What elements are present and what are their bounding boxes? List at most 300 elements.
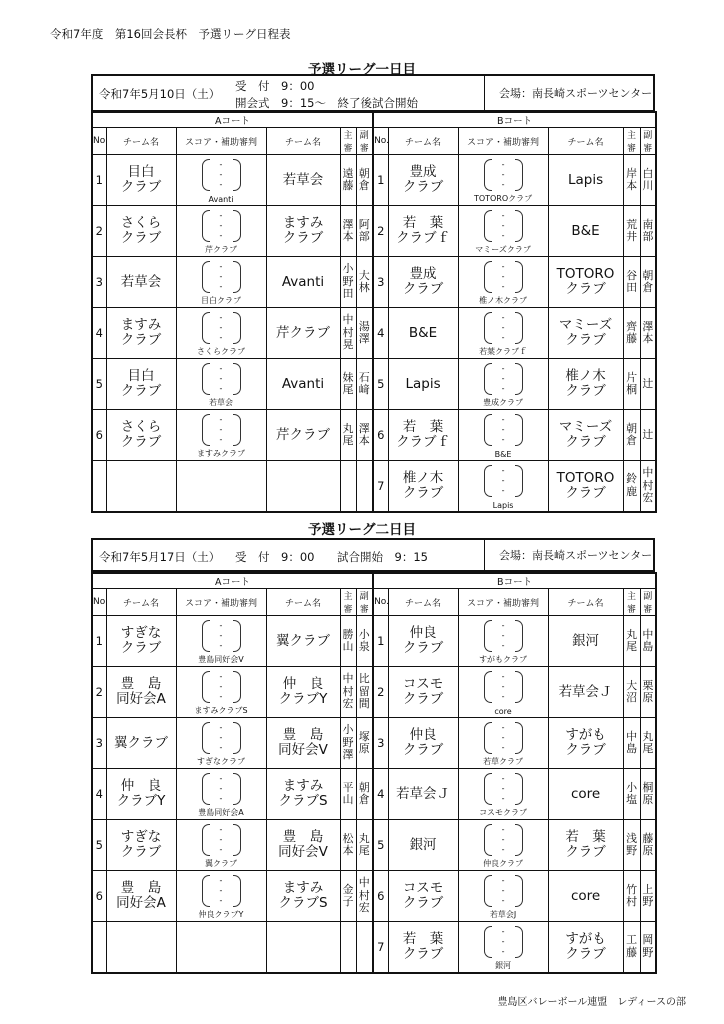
score-dashes	[459, 927, 548, 957]
auxiliary-referee-team: 銀河	[495, 960, 512, 970]
score-dashes	[459, 774, 548, 804]
match-row	[92, 308, 656, 359]
col-sub-header: 副審	[356, 589, 373, 616]
score-dash: -	[219, 221, 223, 230]
auxiliary-referee-team: 椎ノ木クラブ	[479, 296, 528, 305]
score-dash: -	[219, 262, 223, 271]
day1-venue: 会場：南長崎スポーツセンター	[484, 76, 652, 110]
day1-title: 予選リーグ一日目	[308, 62, 416, 78]
team-1-name: 豊成 クラブ	[388, 155, 458, 206]
day2-schedule-table	[91, 572, 657, 974]
auxiliary-referee-team: マミーズクラブ	[475, 245, 531, 254]
score-dash: -	[501, 743, 505, 752]
team-2-name: 仲 良 クラブY	[266, 667, 340, 718]
score-referee-cell	[458, 667, 548, 718]
score-dash: -	[501, 476, 505, 485]
col-team-header: チーム名	[548, 589, 623, 616]
score-dash: -	[219, 323, 223, 332]
score-dashes	[459, 876, 548, 906]
col-chief-header: 主審	[340, 589, 356, 616]
chief-referee: 金 子	[340, 871, 356, 922]
match-number: 6	[92, 410, 106, 461]
score-dash: -	[501, 384, 505, 393]
match-number: 4	[92, 769, 106, 820]
score-dash: -	[501, 333, 505, 342]
sub-referee: 丸 尾	[640, 718, 656, 769]
score-dash: -	[501, 825, 505, 834]
score-dash: -	[501, 282, 505, 291]
day1-date: 令和7年5月10日（土）	[99, 87, 221, 101]
auxiliary-referee-team: さくらクラブ	[197, 347, 245, 356]
score-dash: -	[501, 415, 505, 424]
sub-referee: 小 泉	[356, 616, 373, 667]
team-1-name: Lapis	[388, 359, 458, 410]
chief-referee: 松 本	[340, 820, 356, 871]
score-dash: -	[219, 231, 223, 240]
score-dash: -	[501, 794, 505, 803]
sub-referee: 朝 倉	[356, 155, 373, 206]
day1-reception: 受 付 9：00	[235, 79, 315, 93]
col-chief-header: 主審	[623, 589, 640, 616]
court-header-row	[92, 573, 656, 589]
team-2-name: TOTORO クラブ	[548, 461, 623, 512]
score-referee-cell	[458, 155, 548, 206]
chief-referee: 中 村 晃	[340, 308, 356, 359]
court-a-label: Aコート	[92, 573, 373, 589]
score-dash: -	[501, 466, 505, 475]
chief-referee: 妹 尾	[340, 359, 356, 410]
day2-info-box	[91, 538, 655, 572]
score-dashes	[459, 262, 548, 292]
sub-referee: 辻	[640, 359, 656, 410]
team-2-name: 芹クラブ	[266, 410, 340, 461]
chief-referee: 丸 尾	[340, 410, 356, 461]
match-row	[92, 820, 656, 871]
match-number: 3	[92, 257, 106, 308]
sub-referee: 丸 尾	[356, 820, 373, 871]
match-number: 7	[373, 922, 388, 973]
chief-referee: 片 桐	[623, 359, 640, 410]
team-2-name: Avanti	[266, 359, 340, 410]
score-dash: -	[501, 364, 505, 373]
match-row	[92, 769, 656, 820]
match-number: 3	[373, 718, 388, 769]
team-1-name: 目白 クラブ	[106, 155, 176, 206]
match-number: 3	[373, 257, 388, 308]
auxiliary-referee-team: 芹クラブ	[205, 245, 237, 254]
auxiliary-referee-team: 若葉クラブｆ	[479, 347, 528, 356]
team-2-name: core	[548, 871, 623, 922]
match-row	[92, 359, 656, 410]
score-dashes	[177, 672, 266, 702]
team-1-name: さくら クラブ	[106, 206, 176, 257]
score-dash: -	[501, 221, 505, 230]
team-1-name: 椎ノ木 クラブ	[388, 461, 458, 512]
score-dashes	[459, 364, 548, 394]
score-dashes	[459, 160, 548, 190]
score-dashes	[177, 774, 266, 804]
col-sub-header: 副審	[356, 128, 373, 155]
score-dash: -	[219, 692, 223, 701]
sub-referee: 中 島	[640, 616, 656, 667]
col-team-header: チーム名	[388, 128, 458, 155]
team-1-name: 目白 クラブ	[106, 359, 176, 410]
score-dash: -	[219, 313, 223, 322]
score-dash: -	[219, 621, 223, 630]
team-1-name	[106, 461, 176, 512]
auxiliary-referee-team: 豊島同好会V	[198, 655, 244, 664]
chief-referee: 朝 倉	[623, 410, 640, 461]
team-1-name	[106, 922, 176, 973]
sub-referee: 桐 原	[640, 769, 656, 820]
col-team-header: チーム名	[106, 128, 176, 155]
score-dashes	[459, 723, 548, 753]
score-dash: -	[219, 743, 223, 752]
sub-referee: 塚 原	[356, 718, 373, 769]
score-dash: -	[219, 333, 223, 342]
score-dash: -	[501, 262, 505, 271]
sub-referee	[356, 922, 373, 973]
team-2-name: 翼クラブ	[266, 616, 340, 667]
col-no-header: No.	[373, 589, 388, 616]
team-1-name: 豊 島 同好会A	[106, 871, 176, 922]
team-2-name: TOTORO クラブ	[548, 257, 623, 308]
score-dash: -	[219, 886, 223, 895]
auxiliary-referee-team: すぎなクラブ	[197, 757, 245, 766]
team-1-name: 仲 良 クラブY	[106, 769, 176, 820]
team-1-name: 豊成 クラブ	[388, 257, 458, 308]
score-referee-cell	[458, 410, 548, 461]
score-dash: -	[219, 384, 223, 393]
score-referee-cell	[458, 718, 548, 769]
chief-referee: 小 野 澤	[340, 718, 356, 769]
score-dash: -	[501, 641, 505, 650]
match-number: 5	[92, 359, 106, 410]
score-dash: -	[501, 723, 505, 732]
auxiliary-referee-team: ますみクラブS	[194, 706, 248, 715]
match-number: 7	[373, 461, 388, 512]
score-dashes	[459, 415, 548, 445]
score-dashes	[459, 211, 548, 241]
team-2-name: core	[548, 769, 623, 820]
team-2-name: 豊 島 同好会V	[266, 718, 340, 769]
team-1-name: コスモ クラブ	[388, 871, 458, 922]
score-dash: -	[501, 313, 505, 322]
score-referee-cell	[176, 820, 266, 871]
sub-referee: 石 﨑	[356, 359, 373, 410]
team-2-name: 豊 島 同好会V	[266, 820, 340, 871]
score-dash: -	[501, 896, 505, 905]
match-row	[92, 155, 656, 206]
col-chief-header: 主審	[340, 128, 356, 155]
team-2-name: 若草会	[266, 155, 340, 206]
score-referee-cell	[176, 922, 266, 973]
court-header-row	[92, 112, 656, 128]
score-dash: -	[219, 876, 223, 885]
score-dash: -	[501, 774, 505, 783]
chief-referee: 遠 藤	[340, 155, 356, 206]
col-score-ref-header: スコア・補助審判	[176, 589, 266, 616]
col-sub-header: 副審	[640, 589, 656, 616]
day1-info-box	[91, 74, 655, 112]
col-team-header: チーム名	[266, 128, 340, 155]
score-dash: -	[219, 374, 223, 383]
team-1-name: 仲良 クラブ	[388, 616, 458, 667]
team-1-name: 翼クラブ	[106, 718, 176, 769]
team-1-name: すぎな クラブ	[106, 820, 176, 871]
auxiliary-referee-team: 仲良クラブ	[483, 859, 524, 868]
score-dash: -	[501, 272, 505, 281]
score-dash: -	[219, 672, 223, 681]
day1-schedule-table	[91, 111, 657, 513]
col-sub-header: 副審	[640, 128, 656, 155]
match-number: 4	[373, 769, 388, 820]
score-dash: -	[219, 170, 223, 179]
score-referee-cell	[176, 667, 266, 718]
sub-referee: 朝 倉	[356, 769, 373, 820]
score-dashes	[459, 672, 548, 702]
score-dash: -	[219, 896, 223, 905]
chief-referee: 工 藤	[623, 922, 640, 973]
auxiliary-referee-team: コスモクラブ	[479, 808, 528, 817]
sub-referee: 大 林	[356, 257, 373, 308]
match-number	[92, 922, 106, 973]
team-2-name: Lapis	[548, 155, 623, 206]
score-dash: -	[501, 784, 505, 793]
score-dash: -	[501, 170, 505, 179]
match-number: 4	[92, 308, 106, 359]
team-1-name: 若 葉 クラブｆ	[388, 410, 458, 461]
auxiliary-referee-team: すがもクラブ	[479, 655, 528, 664]
column-header-row	[92, 128, 656, 155]
match-row	[92, 718, 656, 769]
col-score-ref-header: スコア・補助審判	[458, 128, 548, 155]
col-score-ref-header: スコア・補助審判	[176, 128, 266, 155]
match-number: 1	[373, 155, 388, 206]
score-referee-cell	[176, 769, 266, 820]
score-dash: -	[501, 425, 505, 434]
score-referee-cell	[176, 308, 266, 359]
score-dash: -	[501, 621, 505, 630]
score-referee-cell	[458, 616, 548, 667]
score-dash: -	[501, 886, 505, 895]
match-number: 2	[373, 667, 388, 718]
chief-referee: 竹 村	[623, 871, 640, 922]
chief-referee: 荒 井	[623, 206, 640, 257]
sub-referee: 白 川	[640, 155, 656, 206]
score-dashes	[177, 262, 266, 292]
col-team-header: チーム名	[266, 589, 340, 616]
score-dash: -	[219, 272, 223, 281]
score-dash: -	[501, 876, 505, 885]
score-referee-cell	[176, 461, 266, 512]
score-dash: -	[501, 835, 505, 844]
chief-referee: 大 沼	[623, 667, 640, 718]
score-dash: -	[501, 231, 505, 240]
score-dashes	[177, 825, 266, 855]
team-1-name: 若 葉 クラブ	[388, 922, 458, 973]
score-dash: -	[501, 947, 505, 956]
day2-title: 予選リーグ二日目	[308, 522, 416, 538]
court-b-label: Bコート	[373, 573, 656, 589]
score-dashes	[177, 723, 266, 753]
auxiliary-referee-team: Avanti	[208, 195, 234, 204]
auxiliary-referee-team: Lapis	[492, 500, 514, 510]
score-dash: -	[219, 784, 223, 793]
sub-referee: 辻	[640, 410, 656, 461]
auxiliary-referee-team: 目白クラブ	[201, 296, 241, 305]
sub-referee: 藤 原	[640, 820, 656, 871]
score-dash: -	[219, 211, 223, 220]
chief-referee: 浅 野	[623, 820, 640, 871]
team-2-name	[266, 922, 340, 973]
col-team-header: チーム名	[548, 128, 623, 155]
sub-referee: 澤 本	[356, 410, 373, 461]
chief-referee: 鈴 鹿	[623, 461, 640, 512]
score-dash: -	[501, 927, 505, 936]
match-number: 6	[92, 871, 106, 922]
score-dashes	[459, 313, 548, 343]
col-chief-header: 主審	[623, 128, 640, 155]
score-dashes	[177, 364, 266, 394]
match-row	[92, 871, 656, 922]
team-1-name: すぎな クラブ	[106, 616, 176, 667]
sub-referee: 南 部	[640, 206, 656, 257]
team-2-name: 椎ノ木 クラブ	[548, 359, 623, 410]
match-number: 5	[373, 820, 388, 871]
team-2-name: ますみ クラブS	[266, 871, 340, 922]
match-number: 5	[373, 359, 388, 410]
col-no-header: No.	[92, 128, 106, 155]
score-referee-cell	[458, 206, 548, 257]
auxiliary-referee-team: 翼クラブ	[205, 859, 237, 868]
team-1-name: コスモ クラブ	[388, 667, 458, 718]
score-dashes	[459, 466, 548, 496]
auxiliary-referee-team: ますみクラブ	[197, 449, 245, 458]
score-dashes	[177, 160, 266, 190]
auxiliary-referee-team: 若草会	[209, 398, 233, 407]
chief-referee: 中 村 宏	[340, 667, 356, 718]
sub-referee: 栗 原	[640, 667, 656, 718]
score-referee-cell	[176, 257, 266, 308]
match-number: 2	[92, 206, 106, 257]
score-dash: -	[219, 180, 223, 189]
day1-opening: 開会式 9：15～ 終了後試合開始	[235, 96, 418, 110]
match-number: 1	[92, 616, 106, 667]
match-number: 1	[92, 155, 106, 206]
col-no-header: No.	[92, 589, 106, 616]
score-dash: -	[501, 845, 505, 854]
match-number: 6	[373, 871, 388, 922]
score-dash: -	[501, 323, 505, 332]
chief-referee: 澤 本	[340, 206, 356, 257]
col-team-header: チーム名	[106, 589, 176, 616]
score-referee-cell	[458, 769, 548, 820]
score-dashes	[459, 825, 548, 855]
team-1-name: 若 葉 クラブｆ	[388, 206, 458, 257]
score-referee-cell	[176, 410, 266, 461]
score-referee-cell	[176, 206, 266, 257]
score-referee-cell	[458, 871, 548, 922]
auxiliary-referee-team: 豊島同好会A	[198, 808, 244, 817]
match-row	[92, 206, 656, 257]
sub-referee: 中 村 宏	[356, 871, 373, 922]
auxiliary-referee-team: TOTOROクラブ	[473, 194, 533, 203]
team-2-name: ますみ クラブS	[266, 769, 340, 820]
col-team-header: チーム名	[388, 589, 458, 616]
score-dash: -	[501, 374, 505, 383]
team-1-name: ますみ クラブ	[106, 308, 176, 359]
sub-referee	[356, 461, 373, 512]
score-dashes	[177, 876, 266, 906]
score-referee-cell	[176, 359, 266, 410]
score-referee-cell	[458, 922, 548, 973]
chief-referee: 小 野 田	[340, 257, 356, 308]
team-2-name: すがも クラブ	[548, 718, 623, 769]
match-row	[92, 410, 656, 461]
chief-referee: 中 島	[623, 718, 640, 769]
auxiliary-referee-team: 仲良クラブY	[198, 910, 244, 919]
match-number: 6	[373, 410, 388, 461]
chief-referee: 平 山	[340, 769, 356, 820]
team-2-name: ますみ クラブ	[266, 206, 340, 257]
match-number: 3	[92, 718, 106, 769]
match-row	[92, 461, 656, 512]
sub-referee: 阿 部	[356, 206, 373, 257]
score-dash: -	[501, 937, 505, 946]
sub-referee: 湯 澤	[356, 308, 373, 359]
score-referee-cell	[458, 820, 548, 871]
auxiliary-referee-team: 若草クラブ	[483, 757, 524, 766]
score-dashes	[177, 313, 266, 343]
score-referee-cell	[176, 155, 266, 206]
score-dashes	[177, 211, 266, 241]
score-dash: -	[219, 733, 223, 742]
score-dash: -	[219, 160, 223, 169]
score-dash: -	[501, 486, 505, 495]
col-no-header: No.	[373, 128, 388, 155]
chief-referee	[340, 461, 356, 512]
col-score-ref-header: スコア・補助審判	[458, 589, 548, 616]
chief-referee: 丸 尾	[623, 616, 640, 667]
score-dash: -	[219, 282, 223, 291]
score-dash: -	[501, 160, 505, 169]
score-dash: -	[501, 733, 505, 742]
sub-referee: 朝 倉	[640, 257, 656, 308]
match-row	[92, 257, 656, 308]
score-dash: -	[219, 835, 223, 844]
auxiliary-referee-team: B&E	[494, 450, 512, 459]
score-dash: -	[219, 631, 223, 640]
score-dash: -	[219, 794, 223, 803]
match-number: 1	[373, 616, 388, 667]
team-2-name: 若草会Ｊ	[548, 667, 623, 718]
auxiliary-referee-team: 豊成クラブ	[483, 398, 524, 407]
chief-referee: 齊 藤	[623, 308, 640, 359]
document-header: 令和7年度 第16回会長杯 予選リーグ日程表	[50, 27, 291, 41]
auxiliary-referee-team: 若草会J	[489, 910, 517, 919]
score-referee-cell	[176, 718, 266, 769]
day2-start: 試合開始 9：15	[337, 550, 428, 564]
team-2-name: B&E	[548, 206, 623, 257]
match-row	[92, 922, 656, 973]
match-row	[92, 616, 656, 667]
team-2-name: マミーズ クラブ	[548, 308, 623, 359]
score-dash: -	[501, 692, 505, 701]
sub-referee: 岡 野	[640, 922, 656, 973]
team-2-name	[266, 461, 340, 512]
auxiliary-referee-team: core	[494, 707, 512, 716]
